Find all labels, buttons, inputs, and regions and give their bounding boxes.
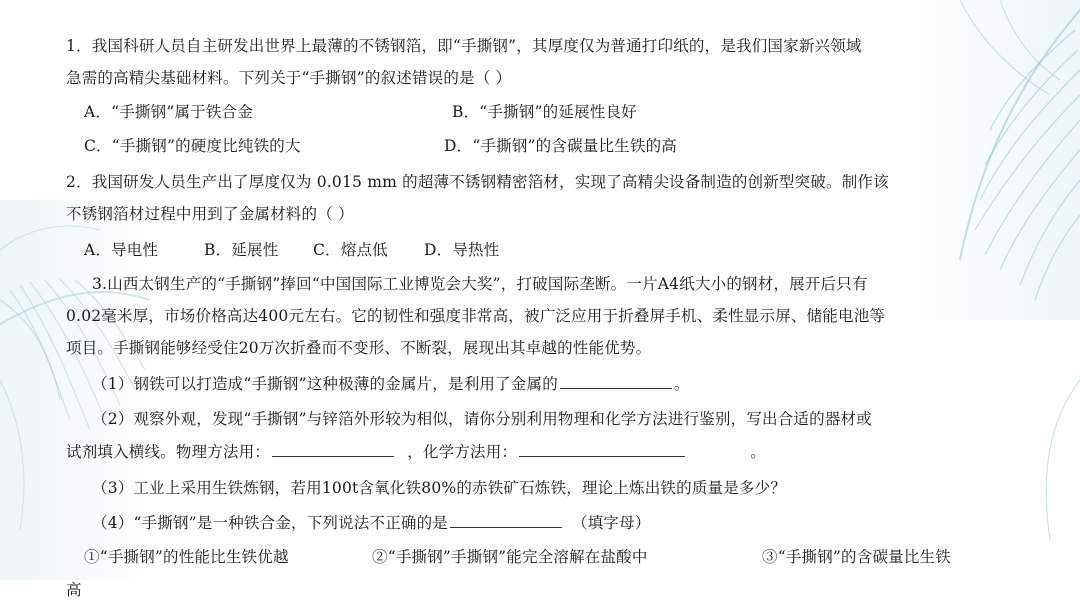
q3-choice-3-tail: 高 bbox=[66, 581, 82, 599]
q1-option-a: A．“手撕钢”属于铁合金 bbox=[84, 103, 253, 121]
q3-sub4-text: （4）“手撕钢”是一种铁合金，下列说法不正确的是 bbox=[92, 514, 449, 532]
q3-line2: 0.02毫米厚，市场价格高达400元左右。它的韧性和强度非常高，被广泛应用于折叠屏手机、柔性显示屏、储能电池等 bbox=[66, 307, 886, 325]
q2-option-c: C．熔点低 bbox=[313, 241, 388, 259]
q2-option-b: B．延展性 bbox=[204, 241, 279, 259]
q3-choice-1: ①“手撕钢”的性能比生铁优越 bbox=[84, 548, 289, 566]
q1-line2: 急需的高精尖基础材料。下列关于“手撕钢”的叙述错误的是（ ） bbox=[66, 69, 512, 87]
q3-sub2-chemical-label: ，化学方法用： bbox=[407, 443, 518, 461]
q1-option-b: B．“手撕钢”的延展性良好 bbox=[452, 103, 637, 121]
q3-sub2-end: 。 bbox=[750, 443, 766, 461]
q2-option-a: A．导电性 bbox=[84, 241, 159, 259]
q3-sub1-blank[interactable] bbox=[560, 372, 672, 389]
q3-sub2-physical-label: 试剂填入横线。物理方法用： bbox=[66, 443, 271, 461]
q3-sub2-chemical-blank[interactable] bbox=[519, 440, 685, 457]
q3-sub1-text: （1）钢铁可以打造成“手撕钢”这种极薄的金属片，是利用了金属的 bbox=[92, 375, 558, 393]
q3-sub4-blank[interactable] bbox=[450, 511, 562, 528]
q3-sub2-line2 bbox=[66, 440, 766, 462]
q3-sub3: （3）工业上采用生铁炼钢，若用100t含氧化铁80%的赤铁矿石炼铁，理论上炼出铁的质量是多少？ bbox=[92, 479, 787, 497]
q3-sub4 bbox=[92, 511, 651, 533]
q3-line1: 3.山西太钢生产的“手撕钢”捧回“中国国际工业博览会大奖”，打破国际垄断。一片A4纸大小的钢材，展开后只有 bbox=[92, 275, 868, 293]
q3-line3: 项目。手撕钢能够经受住20万次折叠而不变形、不断裂，展现出其卓越的性能优势。 bbox=[66, 339, 652, 357]
q3-choice-3: ③“手撕钢”的含碳量比生铁 bbox=[762, 548, 951, 566]
q3-sub1 bbox=[92, 372, 690, 394]
q3-sub2-line1: （2）观察外观，发现“手撕钢”与锌箔外形较为相似，请你分别利用物理和化学方法进行鉴别，写出合适的器材或 bbox=[92, 410, 872, 428]
q3-sub1-end: 。 bbox=[673, 375, 690, 393]
q1-option-c: C．“手撕钢”的硬度比纯铁的大 bbox=[84, 137, 301, 155]
q2-line1: 2．我国研发人员生产出了厚度仅为 0.015 mm 的超薄不锈钢精密箔材，实现了高精尖设备制造的创新型突破。制作该 bbox=[66, 173, 889, 191]
q2-line2: 不锈钢箔材过程中用到了金属材料的（ ） bbox=[66, 205, 354, 223]
q3-choice-2: ②“手撕钢”手撕钢”能完全溶解在盐酸中 bbox=[372, 548, 648, 566]
q1-line1: 1．我国科研人员自主研发出世界上最薄的不锈钢箔，即“手撕钢”，其厚度仅为普通打印纸的，是我们国家新兴领域 bbox=[66, 37, 862, 55]
q3-sub2-physical-blank[interactable] bbox=[272, 440, 394, 457]
q2-option-d: D．导热性 bbox=[424, 241, 500, 259]
q1-option-d: D．“手撕钢”的含碳量比生铁的高 bbox=[444, 137, 677, 155]
q3-sub4-hint: （填字母） bbox=[572, 514, 651, 532]
